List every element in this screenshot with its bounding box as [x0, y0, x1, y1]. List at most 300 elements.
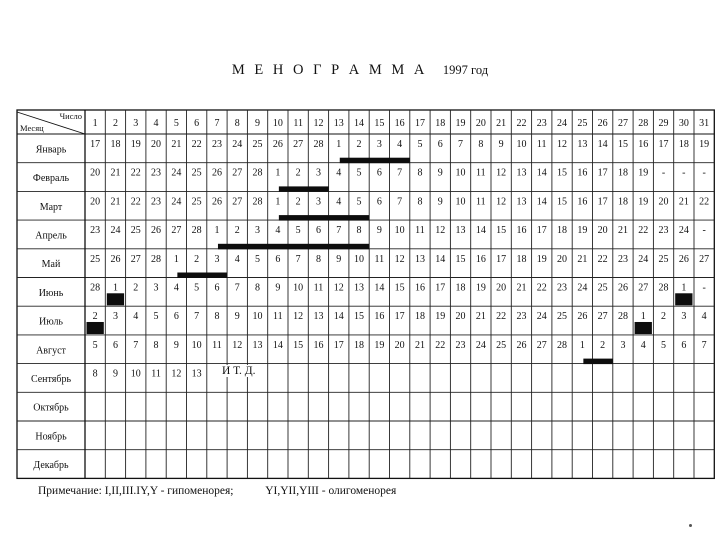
cycle-day: 5 — [417, 139, 423, 150]
day-number: 5 — [173, 118, 179, 129]
cycle-day: 8 — [417, 196, 423, 208]
cycle-day: 8 — [92, 368, 98, 380]
cycle-day: 20 — [90, 167, 101, 179]
day-number: 2 — [112, 118, 118, 129]
cycle-day: 27 — [232, 196, 243, 208]
cycle-day: 19 — [536, 253, 547, 265]
cycle-day: 18 — [354, 339, 365, 351]
cycle-day: 27 — [171, 225, 182, 237]
cycle-day: 12 — [333, 282, 344, 294]
cycle-day: 28 — [90, 282, 101, 294]
cycle-day: 20 — [597, 225, 608, 237]
cycle-day: 23 — [658, 225, 669, 237]
cycle-day: 13 — [455, 225, 466, 237]
cycle-day: 6 — [437, 139, 443, 150]
cycle-day: 28 — [191, 225, 202, 237]
day-number: 23 — [536, 118, 547, 129]
cycle-day: 27 — [638, 282, 649, 294]
cycle-day: 5 — [661, 339, 667, 351]
cycle-day: - — [682, 167, 686, 179]
cycle-day: 10 — [455, 167, 466, 179]
cycle-day: 17 — [333, 339, 344, 351]
cycle-day: - — [702, 282, 706, 294]
cycle-day: 3 — [214, 253, 220, 265]
cycle-day: 26 — [151, 225, 162, 237]
cycle-day: 27 — [536, 339, 547, 351]
cycle-day: 4 — [275, 225, 281, 237]
cycle-day: 3 — [315, 196, 321, 208]
cycle-day: 5 — [153, 311, 159, 323]
cycle-day: 10 — [130, 368, 141, 380]
cycle-day: 7 — [295, 253, 301, 265]
cycle-day: 2 — [92, 311, 98, 323]
cycle-day: - — [702, 167, 706, 179]
day-number: 25 — [577, 118, 588, 129]
cycle-day: 11 — [415, 225, 425, 237]
cycle-day: 19 — [435, 311, 446, 323]
cycle-day: 11 — [313, 282, 324, 294]
cycle-day: 4 — [336, 167, 342, 179]
cycle-day: 16 — [516, 225, 527, 237]
cycle-day: 6 — [214, 282, 220, 294]
day-number: 28 — [638, 118, 649, 129]
cycle-day: 15 — [293, 339, 304, 351]
scan-speck — [689, 524, 692, 527]
cycle-day: 22 — [130, 196, 141, 208]
cycle-day: 9 — [437, 196, 443, 208]
cycle-day: 20 — [151, 139, 162, 150]
cycle-day: 3 — [112, 311, 118, 323]
cycle-day: 10 — [394, 225, 405, 237]
cycle-day: 16 — [414, 282, 425, 294]
cycle-day: 6 — [315, 225, 321, 237]
cycle-day: 4 — [234, 253, 240, 265]
cycle-day: 9 — [437, 167, 443, 179]
cycle-day: 5 — [356, 167, 362, 179]
cycle-day: 12 — [496, 196, 507, 208]
cycle-day: 2 — [295, 196, 301, 208]
cycle-day: 9 — [275, 282, 281, 294]
cycle-day: 6 — [681, 339, 687, 351]
cycle-day: 25 — [191, 167, 202, 179]
cycle-day: 21 — [414, 339, 425, 351]
cycle-day: 16 — [475, 253, 486, 265]
month-label: Апрель — [35, 230, 67, 242]
cycle-day: 13 — [414, 253, 425, 265]
cycle-day: 14 — [475, 225, 486, 237]
cycle-day: 3 — [681, 311, 687, 323]
menstruation-bar — [218, 244, 369, 250]
cycle-day: 18 — [617, 196, 628, 208]
day-number: 13 — [333, 118, 344, 129]
cycle-day: 22 — [638, 225, 649, 237]
cycle-day: 11 — [273, 311, 283, 323]
cycle-day: 21 — [171, 139, 182, 150]
cycle-day: 18 — [678, 139, 689, 150]
menstruation-bar — [177, 273, 227, 279]
menstruation-bar — [675, 293, 692, 305]
cycle-day: 1 — [579, 339, 585, 351]
cycle-day: 12 — [293, 311, 304, 323]
cycle-day: 18 — [455, 282, 466, 294]
month-label: Ноябрь — [35, 431, 67, 443]
cycle-day: 2 — [600, 339, 606, 351]
cycle-day: 11 — [476, 196, 486, 208]
cycle-day: 2 — [295, 167, 301, 179]
day-number: 18 — [435, 118, 446, 129]
cycle-day: 25 — [496, 339, 507, 351]
cycle-day: 6 — [376, 196, 382, 208]
cycle-day: 22 — [536, 282, 547, 294]
month-label: Июнь — [38, 287, 64, 299]
cycle-day: 24 — [475, 339, 486, 351]
cycle-day: 19 — [638, 196, 649, 208]
day-number: 1 — [92, 118, 98, 129]
cycle-day: 4 — [640, 339, 646, 351]
cycle-day: 15 — [455, 253, 466, 265]
day-number: 10 — [272, 118, 283, 129]
cycle-day: 27 — [597, 311, 608, 323]
cycle-day: 17 — [597, 167, 608, 179]
footnote — [38, 485, 396, 497]
day-number: 17 — [414, 118, 425, 129]
month-label: Май — [41, 259, 61, 271]
cycle-day: 28 — [252, 196, 263, 208]
cycle-day: 8 — [315, 253, 321, 265]
cycle-day: 23 — [617, 253, 628, 265]
cycle-day: 2 — [234, 225, 240, 237]
cycle-day: 11 — [212, 339, 222, 351]
cycle-day: 7 — [458, 139, 464, 150]
cycle-day: 10 — [252, 311, 263, 323]
cycle-day: 7 — [194, 311, 200, 323]
cycle-day: 1 — [336, 139, 342, 150]
cycle-day: 13 — [313, 311, 324, 323]
cycle-day: 23 — [151, 167, 162, 179]
cycle-day: 21 — [577, 253, 588, 265]
cycle-day: 20 — [394, 339, 405, 351]
cycle-day: 24 — [678, 225, 689, 237]
cycle-day: 12 — [171, 368, 182, 380]
cycle-day: 3 — [376, 139, 382, 150]
cycle-day: 1 — [681, 282, 687, 294]
cycle-day: 10 — [191, 339, 202, 351]
cycle-day: 3 — [620, 339, 626, 351]
cycle-day: 28 — [658, 282, 669, 294]
menstruation-bar — [583, 359, 612, 365]
cycle-day: 26 — [211, 196, 222, 208]
month-label: Август — [36, 345, 66, 357]
cycle-day: 23 — [516, 311, 527, 323]
cycle-day: 8 — [417, 167, 423, 179]
cycle-day: 26 — [577, 311, 588, 323]
note-oligo: YI,YII,YIII - олигоменорея — [265, 485, 397, 497]
cycle-day: 13 — [191, 368, 202, 380]
cycle-day: 7 — [397, 167, 403, 179]
cycle-day: 12 — [557, 139, 568, 150]
cycle-day: 18 — [516, 253, 527, 265]
menstruation-bar — [635, 322, 652, 334]
cycle-day: 13 — [516, 167, 527, 179]
cycle-day: 11 — [151, 368, 161, 380]
cycle-day: 6 — [376, 167, 382, 179]
month-label: Март — [39, 201, 63, 213]
menstruation-bar — [340, 158, 410, 164]
cycle-day: 1 — [173, 253, 179, 265]
day-number: 8 — [234, 118, 240, 129]
cycle-day: 19 — [577, 225, 588, 237]
cycle-day: 22 — [435, 339, 446, 351]
cycle-day: 5 — [92, 339, 98, 351]
cycle-day: 12 — [232, 339, 243, 351]
cycle-day: 6 — [275, 253, 281, 265]
cycle-day: 13 — [516, 196, 527, 208]
cycle-day: 27 — [699, 253, 710, 265]
cycle-day: 20 — [557, 253, 568, 265]
cycle-day: 17 — [597, 196, 608, 208]
cycle-day: 14 — [536, 196, 547, 208]
month-label: Июль — [39, 316, 63, 328]
cycle-day: 7 — [397, 196, 403, 208]
cycle-day: 4 — [397, 139, 403, 150]
cycle-day: 19 — [130, 139, 141, 150]
cycle-day: 16 — [577, 167, 588, 179]
cycle-day: 4 — [701, 311, 707, 323]
day-number: 29 — [658, 118, 669, 129]
cycle-day: 25 — [658, 253, 669, 265]
cycle-day: 6 — [173, 311, 179, 323]
cycle-day: 1 — [275, 167, 281, 179]
cycle-day: 25 — [191, 196, 202, 208]
cycle-day: 20 — [496, 282, 507, 294]
cycle-day: 22 — [496, 311, 507, 323]
cycle-day: 16 — [374, 311, 385, 323]
cycle-day: 1 — [214, 225, 220, 237]
cycle-day: - — [661, 167, 666, 179]
cycle-day: 22 — [130, 167, 141, 179]
cycle-day: 17 — [394, 311, 405, 323]
cycle-day: 8 — [255, 282, 261, 294]
cycle-day: 4 — [173, 282, 179, 294]
month-label: Сентябрь — [30, 373, 72, 385]
cycle-day: 26 — [617, 282, 628, 294]
cycle-day: 21 — [678, 196, 689, 208]
cycle-day: 9 — [498, 139, 504, 150]
cycle-day: 21 — [516, 282, 527, 294]
menstruation-bar — [87, 322, 104, 334]
menstruation-bar — [279, 215, 369, 221]
cycle-day: 15 — [557, 196, 568, 208]
cycle-day: 14 — [272, 339, 283, 351]
cycle-day: 1 — [275, 196, 281, 208]
cycle-day: 18 — [617, 167, 628, 179]
day-number: 22 — [516, 118, 527, 129]
cycle-day: 25 — [90, 253, 101, 265]
cycle-day: 17 — [496, 253, 507, 265]
day-number: 24 — [557, 118, 568, 129]
cycle-day: 15 — [557, 167, 568, 179]
cycle-day: 14 — [536, 167, 547, 179]
cycle-day: 28 — [252, 167, 263, 179]
cycle-day: 6 — [112, 339, 118, 351]
cycle-day: 10 — [516, 139, 527, 150]
cycle-day: 17 — [90, 139, 101, 150]
cycle-day: 12 — [394, 253, 405, 265]
day-number: 9 — [255, 118, 261, 129]
cycle-day: 13 — [252, 339, 263, 351]
cycle-day: 11 — [476, 167, 486, 179]
cycle-day: 8 — [356, 225, 362, 237]
day-number: 21 — [496, 118, 507, 129]
cycle-day: 23 — [151, 196, 162, 208]
cycle-day: 22 — [699, 196, 710, 208]
cycle-day: 10 — [354, 253, 365, 265]
cycle-day: 23 — [211, 139, 222, 150]
cycle-day: - — [702, 225, 706, 237]
day-number: 20 — [475, 118, 486, 129]
cycle-day: 19 — [475, 282, 486, 294]
cycle-day: 5 — [255, 253, 261, 265]
title-main: М Е Н О Г Р А М М А — [231, 62, 428, 78]
cycle-day: 11 — [536, 139, 547, 150]
cycle-day: 16 — [577, 196, 588, 208]
cycle-day: 26 — [516, 339, 527, 351]
cycle-day: 4 — [133, 311, 139, 323]
cycle-day: 19 — [374, 339, 385, 351]
cycle-day: 26 — [272, 139, 283, 150]
month-label: Февраль — [32, 173, 70, 185]
cycle-day: 5 — [295, 225, 301, 237]
month-label: Декабрь — [33, 460, 69, 472]
cycle-day: 25 — [597, 282, 608, 294]
day-number: 3 — [133, 118, 139, 129]
cycle-day: 8 — [478, 139, 484, 150]
cycle-day: 18 — [110, 139, 121, 150]
cycle-day: 23 — [90, 225, 101, 237]
cycle-day: 21 — [110, 196, 121, 208]
cycle-day: 21 — [617, 225, 628, 237]
cycle-day: 26 — [211, 167, 222, 179]
cycle-day: 25 — [252, 139, 263, 150]
cycle-day: 20 — [90, 196, 101, 208]
note-hypo: I,II,III.IY,Y - гипоменорея; — [104, 485, 234, 497]
cycle-day: 24 — [232, 139, 243, 150]
cycle-day: 24 — [110, 225, 121, 237]
cycle-day: 12 — [496, 167, 507, 179]
day-number: 31 — [699, 118, 710, 129]
cycle-day: 18 — [414, 311, 425, 323]
cycle-day: 24 — [171, 167, 182, 179]
cycle-day: 28 — [151, 253, 162, 265]
day-number: 16 — [394, 118, 405, 129]
day-number: 11 — [293, 118, 303, 129]
cycle-day: 24 — [638, 253, 649, 265]
menstruation-bar — [279, 186, 329, 192]
month-label: Октябрь — [33, 402, 69, 414]
cycle-day: 3 — [255, 225, 261, 237]
cycle-day: 14 — [333, 311, 344, 323]
day-number: 26 — [597, 118, 608, 129]
cycle-day: 9 — [376, 225, 382, 237]
cycle-day: 22 — [191, 139, 202, 150]
day-number: 19 — [455, 118, 466, 129]
cycle-day: 19 — [638, 167, 649, 179]
cycle-day: 25 — [130, 225, 141, 237]
note-label: Примечание: — [38, 485, 102, 497]
cycle-day: 23 — [455, 339, 466, 351]
cycle-day: 9 — [173, 339, 179, 351]
cycle-day: 2 — [356, 139, 362, 150]
cycle-day: 19 — [699, 139, 710, 150]
cycle-day: 21 — [475, 311, 486, 323]
cycle-day: 15 — [617, 139, 628, 150]
cycle-day: 17 — [536, 225, 547, 237]
day-number: 30 — [678, 118, 689, 129]
cycle-day: 28 — [313, 139, 324, 150]
cycle-day: 15 — [354, 311, 365, 323]
cycle-day: 14 — [374, 282, 385, 294]
cycle-day: 15 — [496, 225, 507, 237]
cycle-day: 3 — [315, 167, 321, 179]
continuation-note: И Т. Д. — [222, 365, 256, 377]
cycle-day: 28 — [617, 311, 628, 323]
cycle-day: 14 — [597, 139, 608, 150]
cycle-day: 15 — [394, 282, 405, 294]
cycle-day: 8 — [153, 339, 159, 351]
cycle-day: 2 — [133, 282, 139, 294]
cycle-day: 24 — [536, 311, 547, 323]
cycle-day: 7 — [234, 282, 240, 294]
cycle-day: 28 — [557, 339, 568, 351]
cycle-day: 20 — [658, 196, 669, 208]
cycle-day: 13 — [577, 139, 588, 150]
title-year: 1997 год — [442, 63, 489, 77]
cycle-day: 5 — [194, 282, 200, 294]
cycle-day: 7 — [336, 225, 342, 237]
cycle-day: 17 — [658, 139, 669, 150]
cycle-day: 26 — [678, 253, 689, 265]
cycle-day: 27 — [232, 167, 243, 179]
cycle-day: 10 — [293, 282, 304, 294]
cycle-day: 22 — [597, 253, 608, 265]
cycle-day: 2 — [194, 253, 200, 265]
cycle-day: 10 — [455, 196, 466, 208]
cycle-day: 1 — [112, 282, 118, 294]
cycle-day: 25 — [557, 311, 568, 323]
day-number: 27 — [617, 118, 628, 129]
corner-label-month: Месяц — [20, 123, 44, 133]
cycle-day: 5 — [356, 196, 362, 208]
cycle-day: 16 — [313, 339, 324, 351]
day-number: 14 — [354, 118, 365, 129]
cycle-day: 9 — [112, 368, 118, 380]
cycle-day: 7 — [133, 339, 139, 351]
day-number: 15 — [374, 118, 385, 129]
cycle-day: 9 — [336, 253, 342, 265]
cycle-day: 1 — [640, 311, 646, 323]
day-number: 7 — [214, 118, 220, 129]
cycle-day: 2 — [661, 311, 667, 323]
cycle-day: 8 — [214, 311, 220, 323]
cycle-day: 26 — [110, 253, 121, 265]
corner-label-day: Число — [59, 111, 82, 121]
day-number: 12 — [313, 118, 324, 129]
cycle-day: 12 — [435, 225, 446, 237]
cycle-day: 23 — [557, 282, 568, 294]
day-number: 4 — [153, 118, 159, 129]
cycle-day: 13 — [354, 282, 365, 294]
cycle-day: 27 — [130, 253, 141, 265]
